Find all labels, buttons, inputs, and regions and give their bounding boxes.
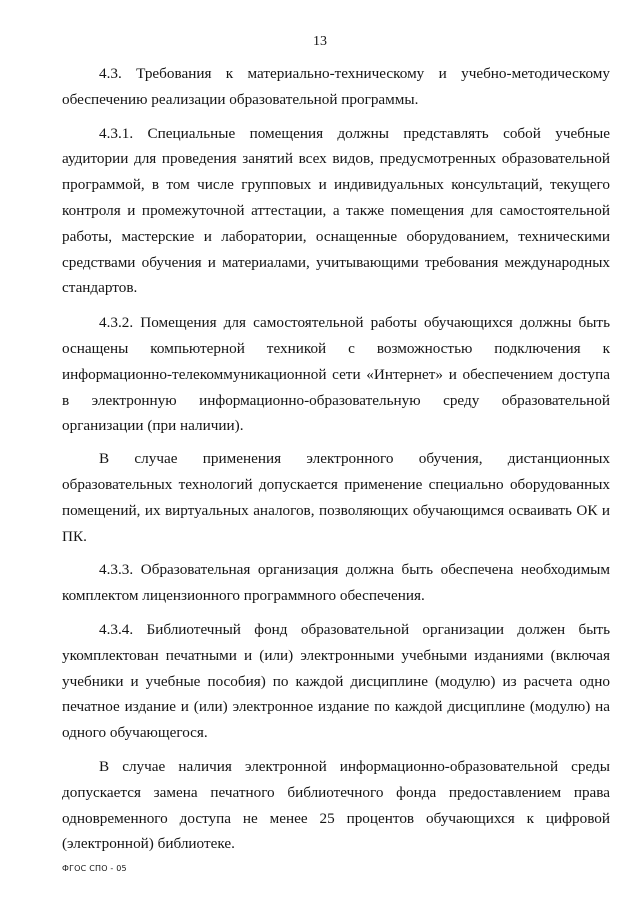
paragraph-e-learning: В случае применения электронного обучения, дистанционных образовательных технологий допускается применение специально оборудованных помещений, их виртуальных аналогов, позволяющих обучающимся осваивать ОК и ПК.	[62, 450, 610, 545]
paragraph-4-3-heading: 4.3. Требования к материально-техническому и учебно-методическому обеспечению реализации образовательной программы.	[62, 65, 610, 108]
document-body	[62, 61, 610, 865]
paragraph-digital-library: В случае наличия электронной информационно-образовательной среды допускается замена печатного библиотечного фонда предоставлением права одновременного доступа не менее 25 процентов обучающихся к цифровой (электронной) библиотеке.	[62, 757, 610, 853]
paragraph-4-3-1: 4.3.1. Специальные помещения должны представлять собой учебные аудитории для проведения занятий всех видов, предусмотренных образовательной программой, в том числе групповых и индивидуальных консультаций, текущего контроля и промежуточной аттестации, а также помещения для самостоятельной работы, мастерские и лаборатории, оснащенные оборудованием, техническими средствами обучения и материалами, учитывающими требования международных стандартов.	[62, 124, 610, 297]
paragraph-4-3-3: 4.3.3. Образовательная организация должна быть обеспечена необходимым комплектом лицензионного программного обеспечения.	[62, 561, 610, 605]
paragraph-4-3-2: 4.3.2. Помещения для самостоятельной работы обучающихся должны быть оснащены компьютерной техникой с возможностью подключения к информационно-телекоммуникационной сети «Интернет» и обеспечением доступа в электронную информационно-образовательную среду образовательной организации (при наличии).	[62, 314, 610, 435]
paragraph-4-3-4: 4.3.4. Библиотечный фонд образовательной организации должен быть укомплектован печатными и (или) электронными учебными изданиями (включая учебники и учебные пособия) по каждой дисциплине (модулю) из расчета одно печатное издание и (или) электронное издание по каждой дисциплине (модулю) на одного обучающегося.	[62, 620, 610, 742]
footer-code: ФГОС СПО - 05	[62, 864, 127, 873]
page-number: 13	[313, 34, 327, 49]
